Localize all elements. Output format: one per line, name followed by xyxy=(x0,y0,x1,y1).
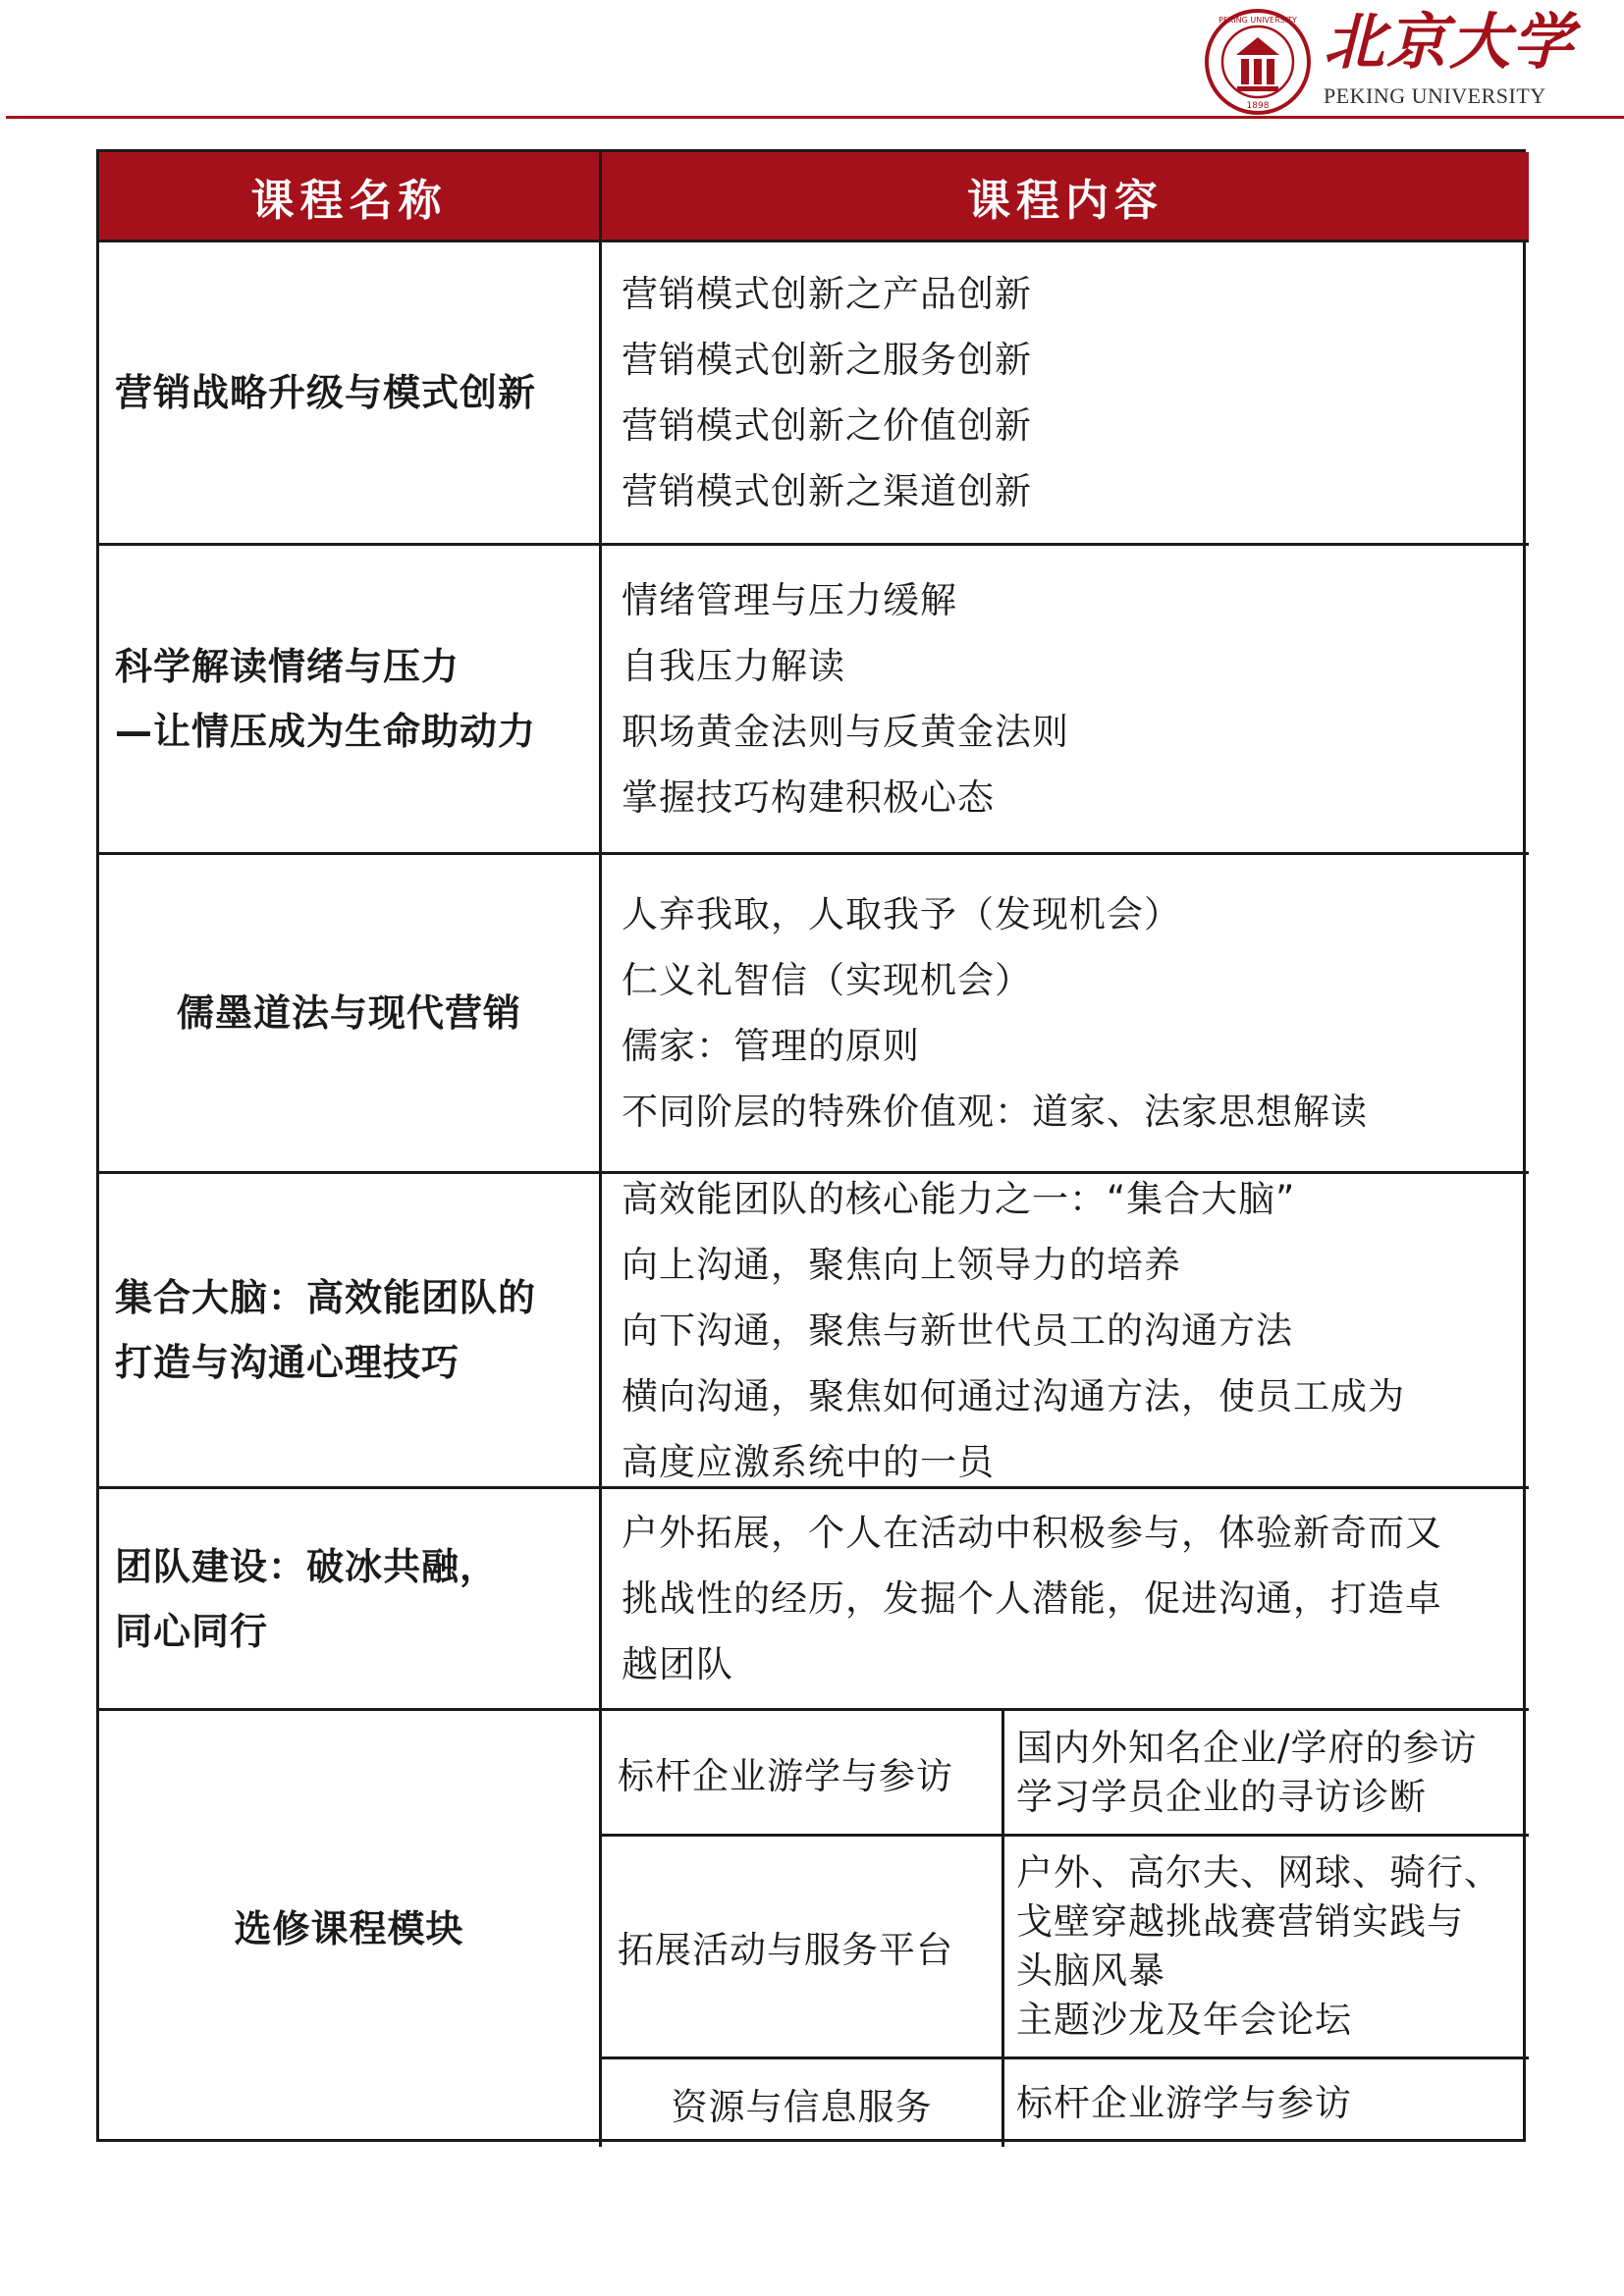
course-name-line: 打造与沟通心理技巧 xyxy=(115,1341,460,1384)
content-line: 营销模式创新之产品创新 xyxy=(622,273,1032,315)
course-content-cell xyxy=(602,242,1529,546)
detail-line: 学习学员企业的寻访诊断 xyxy=(1016,1775,1427,1818)
column-header-course-name: 课程名称 xyxy=(99,152,602,242)
header-divider xyxy=(6,116,1624,119)
elective-detail-cell xyxy=(1004,2059,1529,2147)
content-line: 高效能团队的核心能力之一：“集合大脑” xyxy=(622,1177,1296,1220)
content-line: 不同阶层的特殊价值观：道家、法家思想解读 xyxy=(622,1091,1368,1133)
elective-sub-cell: 标杆企业游学与参访 xyxy=(602,1711,1004,1837)
content-line: 户外拓展，个人在活动中积极参与，体验新奇而又 xyxy=(622,1512,1442,1554)
detail-line: 标杆企业游学与参访 xyxy=(1016,2081,1352,2124)
detail-line: 头脑风暴 xyxy=(1016,1949,1165,1992)
elective-module-name: 选修课程模块 xyxy=(234,1907,464,1950)
column-header-course-content: 课程内容 xyxy=(602,152,1529,242)
elective-detail-cell xyxy=(1004,1837,1529,2059)
content-line: 营销模式创新之服务创新 xyxy=(622,339,1032,381)
elective-detail-cell xyxy=(1004,1711,1529,1837)
detail-line: 戈壁穿越挑战赛营销实践与 xyxy=(1016,1900,1464,1943)
elective-module-name-cell xyxy=(99,1711,602,2147)
course-name-cell xyxy=(99,1489,602,1711)
content-line: 自我压力解读 xyxy=(622,645,845,687)
course-table xyxy=(96,149,1526,2142)
content-line: 仁义礼智信（实现机会） xyxy=(622,959,1032,1001)
content-line: 职场黄金法则与反黄金法则 xyxy=(622,711,1069,753)
course-name-line: 儒墨道法与现代营销 xyxy=(176,991,521,1035)
detail-line: 国内外知名企业/学府的参访 xyxy=(1016,1726,1478,1769)
elective-sub-cell: 拓展活动与服务平台 xyxy=(602,1837,1004,2059)
university-name-en: PEKING UNIVERSITY xyxy=(1324,83,1546,108)
content-line: 挑战性的经历，发掘个人潜能，促进沟通，打造卓 xyxy=(622,1577,1442,1620)
university-name-cn: 北京大学 xyxy=(1324,6,1576,78)
content-line: 越团队 xyxy=(622,1643,733,1685)
course-name-cell xyxy=(99,546,602,855)
content-line: 儒家：管理的原则 xyxy=(622,1025,920,1067)
course-name-line: 团队建设：破冰共融， xyxy=(115,1544,499,1588)
seal-text: PEKING UNIVERSITY xyxy=(1218,16,1297,25)
content-line: 横向沟通，聚焦如何通过沟通方法，使员工成为 xyxy=(622,1374,1405,1417)
detail-line: 户外、高尔夫、网球、骑行、 xyxy=(1016,1851,1501,1894)
seal-year: 1898 xyxy=(1246,101,1270,111)
elective-sub-cell: 资源与信息服务 xyxy=(602,2059,1004,2147)
course-name-line: 营销战略升级与模式创新 xyxy=(115,371,537,414)
course-name-line: —让情压成为生命助动力 xyxy=(115,710,537,753)
peking-university-seal-logo xyxy=(1204,8,1312,116)
course-content-cell xyxy=(602,1489,1529,1711)
course-name-line: 集合大脑：高效能团队的 xyxy=(115,1276,537,1319)
course-content-cell xyxy=(602,1174,1529,1489)
course-content-cell xyxy=(602,546,1529,855)
content-line: 高度应激系统中的一员 xyxy=(622,1440,995,1483)
course-name-cell xyxy=(99,855,602,1174)
content-line: 向下沟通，聚焦与新世代员工的沟通方法 xyxy=(622,1308,1293,1352)
course-name-line: 科学解读情绪与压力 xyxy=(115,645,460,688)
course-name-cell xyxy=(99,242,602,546)
detail-line: 主题沙龙及年会论坛 xyxy=(1016,1999,1352,2041)
content-line: 情绪管理与压力缓解 xyxy=(622,579,957,621)
course-content-cell xyxy=(602,855,1529,1174)
content-line: 营销模式创新之渠道创新 xyxy=(622,470,1032,512)
content-line: 掌握技巧构建积极心态 xyxy=(622,776,995,819)
course-name-cell xyxy=(99,1174,602,1489)
content-line: 营销模式创新之价值创新 xyxy=(622,404,1032,447)
content-line: 人弃我取，人取我予（发现机会） xyxy=(622,893,1181,935)
course-name-line: 同心同行 xyxy=(115,1609,269,1653)
content-line: 向上沟通，聚焦向上领导力的培养 xyxy=(622,1243,1181,1286)
